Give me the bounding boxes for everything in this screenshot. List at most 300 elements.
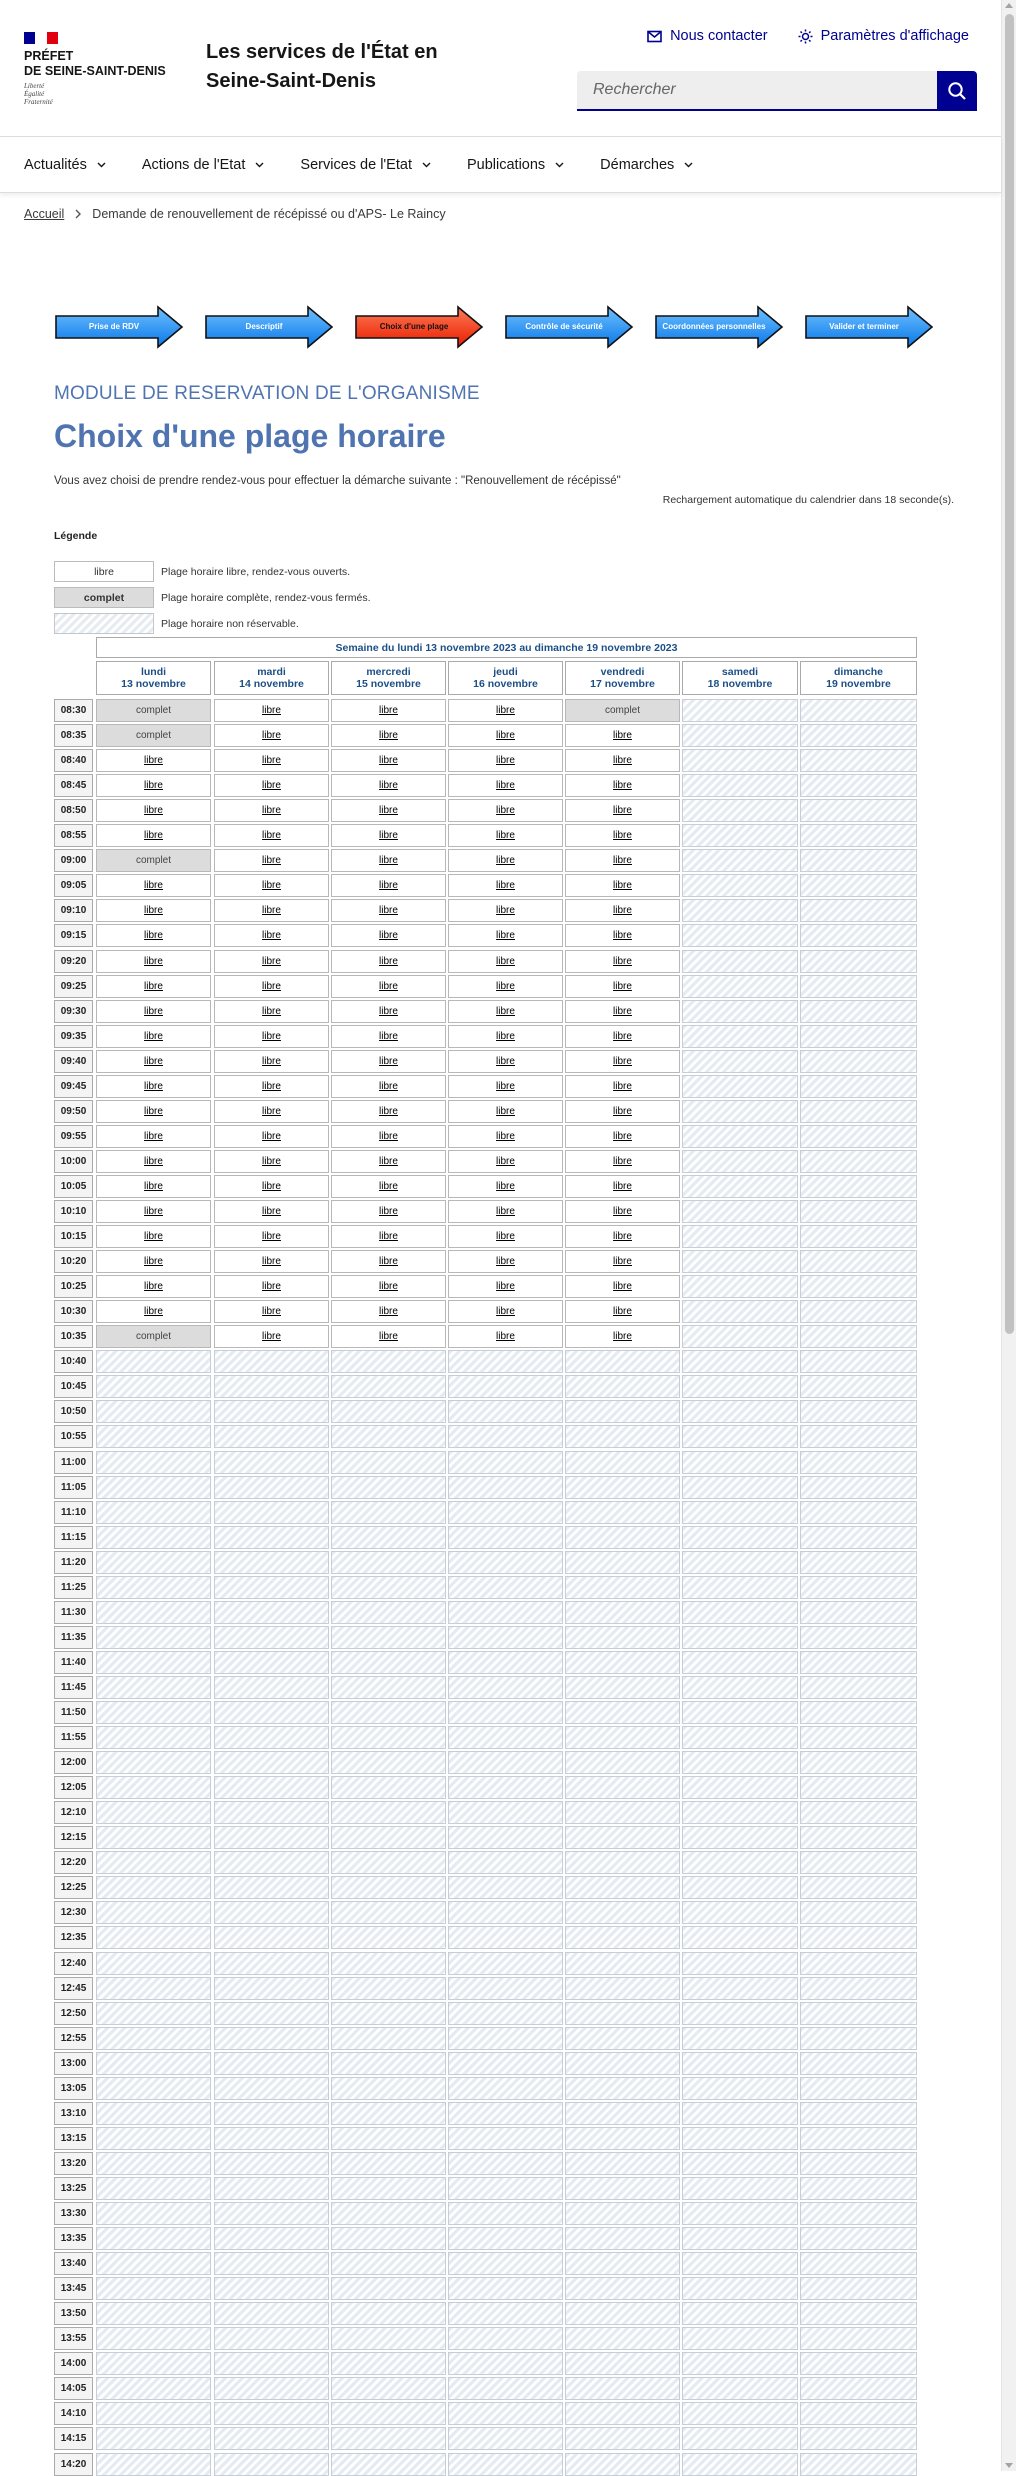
day-date: 14 novembre xyxy=(239,678,304,690)
slot-libre[interactable]: libre xyxy=(214,1200,329,1223)
slot-libre[interactable]: libre xyxy=(448,1325,563,1348)
nav-item-label: Démarches xyxy=(600,157,675,173)
slot-libre[interactable]: libre xyxy=(565,799,680,822)
scroll-up-arrow-icon[interactable] xyxy=(1005,3,1013,8)
nav-item-0[interactable] xyxy=(24,137,106,193)
time-label: 09:55 xyxy=(54,1125,93,1148)
time-label: 09:30 xyxy=(54,1000,93,1023)
slot-non-reservable xyxy=(682,1425,798,1448)
day-name: mardi xyxy=(257,666,286,678)
slot-non-reservable xyxy=(448,1651,563,1674)
slot-non-reservable xyxy=(800,1200,917,1223)
slot-libre[interactable]: libre xyxy=(565,1075,680,1098)
slot-non-reservable xyxy=(682,2453,798,2476)
slot-non-reservable xyxy=(800,2427,917,2450)
time-label: 12:50 xyxy=(54,2002,93,2025)
time-label: 08:35 xyxy=(54,724,93,747)
slot-libre[interactable]: libre xyxy=(448,1075,563,1098)
slot-libre[interactable]: libre xyxy=(96,1175,211,1198)
slot-non-reservable xyxy=(214,1901,329,1924)
slot-libre[interactable]: libre xyxy=(565,874,680,897)
slot-non-reservable xyxy=(800,1651,917,1674)
slot-non-reservable xyxy=(565,2052,680,2075)
slot-non-reservable xyxy=(800,1125,917,1148)
slot-libre[interactable]: libre xyxy=(331,824,446,847)
day-name: lundi xyxy=(140,666,167,678)
slot-non-reservable xyxy=(682,1350,798,1373)
breadcrumb xyxy=(24,207,446,221)
legend-title: Légende xyxy=(54,530,98,542)
slot-non-reservable xyxy=(96,1476,211,1499)
slot-libre[interactable]: libre xyxy=(214,1000,329,1023)
step-4 xyxy=(654,305,784,349)
slot-non-reservable xyxy=(565,1676,680,1699)
slot-libre[interactable]: libre xyxy=(96,1150,211,1173)
slot-non-reservable xyxy=(682,1000,798,1023)
legend-non-reservable-desc: Plage horaire non réservable. xyxy=(161,617,299,630)
slot-non-reservable xyxy=(448,1451,563,1474)
slot-libre[interactable]: libre xyxy=(96,975,211,998)
slot-libre[interactable]: libre xyxy=(214,849,329,872)
step-label: Coordonnées personnelles xyxy=(662,322,766,331)
slot-libre[interactable]: libre xyxy=(331,1325,446,1348)
slot-libre[interactable]: libre xyxy=(214,1150,329,1173)
slot-libre[interactable]: libre xyxy=(214,799,329,822)
slot-non-reservable xyxy=(565,1776,680,1799)
time-label: 08:40 xyxy=(54,749,93,772)
slot-libre[interactable]: libre xyxy=(96,1225,211,1248)
slot-libre[interactable]: libre xyxy=(565,1275,680,1298)
slot-libre[interactable]: libre xyxy=(448,1050,563,1073)
slot-libre[interactable]: libre xyxy=(96,1125,211,1148)
slot-libre[interactable]: libre xyxy=(331,774,446,797)
time-label: 11:55 xyxy=(54,1726,93,1749)
slot-libre[interactable]: libre xyxy=(331,849,446,872)
slot-libre[interactable]: libre xyxy=(331,924,446,947)
slot-non-reservable xyxy=(800,924,917,947)
breadcrumb-home-link[interactable]: Accueil xyxy=(24,207,65,221)
slot-libre[interactable]: libre xyxy=(565,950,680,973)
slot-non-reservable xyxy=(96,1776,211,1799)
slot-libre[interactable]: libre xyxy=(214,699,329,722)
slot-non-reservable xyxy=(682,1050,798,1073)
slot-libre[interactable]: libre xyxy=(448,824,563,847)
slot-libre[interactable]: libre xyxy=(565,899,680,922)
slot-non-reservable xyxy=(96,2402,211,2425)
slot-libre[interactable]: libre xyxy=(331,1300,446,1323)
slot-non-reservable xyxy=(96,2052,211,2075)
contact-link[interactable] xyxy=(647,28,768,44)
slot-libre[interactable]: libre xyxy=(214,924,329,947)
slot-libre[interactable]: libre xyxy=(565,1325,680,1348)
display-settings-link[interactable] xyxy=(798,28,969,44)
time-label: 10:00 xyxy=(54,1150,93,1173)
slot-non-reservable xyxy=(800,2252,917,2275)
slot-non-reservable xyxy=(96,2252,211,2275)
slot-non-reservable xyxy=(800,1501,917,1524)
slot-complet: complet xyxy=(96,1325,211,1348)
nav-item-3[interactable] xyxy=(467,137,564,193)
slot-non-reservable xyxy=(800,1425,917,1448)
slot-libre[interactable]: libre xyxy=(96,1000,211,1023)
slot-non-reservable xyxy=(96,2002,211,2025)
slot-libre[interactable]: libre xyxy=(214,774,329,797)
slot-libre[interactable]: libre xyxy=(96,1075,211,1098)
slot-libre[interactable]: libre xyxy=(331,874,446,897)
nav-item-2[interactable] xyxy=(300,137,431,193)
slot-libre[interactable]: libre xyxy=(214,1250,329,1273)
slot-libre[interactable]: libre xyxy=(565,1000,680,1023)
slot-libre[interactable]: libre xyxy=(96,1300,211,1323)
slot-non-reservable xyxy=(214,2202,329,2225)
slot-non-reservable xyxy=(96,1801,211,1824)
slot-non-reservable xyxy=(565,2352,680,2375)
slot-libre[interactable]: libre xyxy=(565,1125,680,1148)
slot-non-reservable xyxy=(800,1826,917,1849)
slot-libre[interactable]: libre xyxy=(565,1100,680,1123)
slot-libre[interactable]: libre xyxy=(214,1175,329,1198)
slot-non-reservable xyxy=(331,1651,446,1674)
prefet-logo[interactable] xyxy=(24,32,184,106)
time-label: 10:10 xyxy=(54,1200,93,1223)
slot-libre[interactable]: libre xyxy=(448,1300,563,1323)
slot-libre[interactable]: libre xyxy=(448,1275,563,1298)
slot-non-reservable xyxy=(682,1400,798,1423)
slot-non-reservable xyxy=(800,2352,917,2375)
time-label: 11:20 xyxy=(54,1551,93,1574)
slot-libre[interactable]: libre xyxy=(448,950,563,973)
slot-non-reservable xyxy=(331,1601,446,1624)
slot-libre[interactable]: libre xyxy=(331,1150,446,1173)
slot-non-reservable xyxy=(448,2327,563,2350)
slot-libre[interactable]: libre xyxy=(565,1250,680,1273)
slot-libre[interactable]: libre xyxy=(565,724,680,747)
time-label: 10:55 xyxy=(54,1425,93,1448)
time-label: 13:25 xyxy=(54,2177,93,2200)
day-name: vendredi xyxy=(600,666,645,678)
slot-libre[interactable]: libre xyxy=(331,1250,446,1273)
time-label: 13:20 xyxy=(54,2152,93,2175)
slot-non-reservable xyxy=(214,1451,329,1474)
time-label: 10:25 xyxy=(54,1275,93,1298)
slot-non-reservable xyxy=(800,899,917,922)
slot-libre[interactable]: libre xyxy=(214,1225,329,1248)
slot-non-reservable xyxy=(331,1851,446,1874)
slot-non-reservable xyxy=(96,1576,211,1599)
slot-libre[interactable]: libre xyxy=(448,724,563,747)
slot-libre[interactable]: libre xyxy=(448,924,563,947)
time-label: 14:20 xyxy=(54,2453,93,2476)
scrollbar-thumb[interactable] xyxy=(1005,14,1014,1334)
slot-non-reservable xyxy=(214,1751,329,1774)
slot-non-reservable xyxy=(331,2352,446,2375)
slot-non-reservable xyxy=(682,975,798,998)
slot-non-reservable xyxy=(800,1576,917,1599)
nav-item-4[interactable] xyxy=(600,137,693,193)
slot-non-reservable xyxy=(448,2002,563,2025)
slot-non-reservable xyxy=(214,2427,329,2450)
slot-non-reservable xyxy=(448,1776,563,1799)
slot-non-reservable xyxy=(448,2453,563,2476)
slot-non-reservable xyxy=(214,2453,329,2476)
slot-non-reservable xyxy=(682,2127,798,2150)
site-title[interactable]: Les services de l'État en Seine-Saint-Denis xyxy=(206,41,438,92)
slot-non-reservable xyxy=(682,1250,798,1273)
slot-libre[interactable]: libre xyxy=(331,975,446,998)
slot-non-reservable xyxy=(214,2027,329,2050)
slot-non-reservable xyxy=(682,1275,798,1298)
slot-libre[interactable]: libre xyxy=(448,975,563,998)
slot-libre[interactable]: libre xyxy=(214,724,329,747)
slot-libre[interactable]: libre xyxy=(331,1225,446,1248)
slot-non-reservable xyxy=(565,1801,680,1824)
nav-item-1[interactable] xyxy=(142,137,265,193)
slot-non-reservable xyxy=(800,1050,917,1073)
slot-non-reservable xyxy=(96,1501,211,1524)
slot-non-reservable xyxy=(682,1977,798,2000)
slot-non-reservable xyxy=(331,2052,446,2075)
time-label: 09:35 xyxy=(54,1025,93,1048)
time-label: 13:00 xyxy=(54,2052,93,2075)
slot-libre[interactable]: libre xyxy=(448,1025,563,1048)
slot-libre[interactable]: libre xyxy=(331,1200,446,1223)
slot-libre[interactable]: libre xyxy=(448,1150,563,1173)
slot-libre[interactable]: libre xyxy=(214,1050,329,1073)
slot-libre[interactable]: libre xyxy=(96,1100,211,1123)
slot-non-reservable xyxy=(448,1526,563,1549)
slot-libre[interactable]: libre xyxy=(565,1150,680,1173)
slot-non-reservable xyxy=(96,1425,211,1448)
time-label: 13:35 xyxy=(54,2227,93,2250)
slot-non-reservable xyxy=(682,1501,798,1524)
slot-non-reservable xyxy=(682,1676,798,1699)
slot-non-reservable xyxy=(96,1626,211,1649)
search-button[interactable] xyxy=(937,71,977,111)
slot-libre[interactable]: libre xyxy=(96,899,211,922)
time-label: 14:05 xyxy=(54,2377,93,2400)
slot-libre[interactable]: libre xyxy=(214,975,329,998)
slot-libre[interactable]: libre xyxy=(565,1025,680,1048)
slot-libre[interactable]: libre xyxy=(448,1250,563,1273)
slot-non-reservable xyxy=(214,1701,329,1724)
slot-non-reservable xyxy=(800,1300,917,1323)
slot-libre[interactable]: libre xyxy=(214,1125,329,1148)
slot-libre[interactable]: libre xyxy=(331,1125,446,1148)
slot-non-reservable xyxy=(214,1776,329,1799)
slot-libre[interactable]: libre xyxy=(214,1075,329,1098)
page-scrollbar[interactable] xyxy=(1001,0,1016,2471)
slot-libre[interactable]: libre xyxy=(331,1075,446,1098)
slot-libre[interactable]: libre xyxy=(331,749,446,772)
slot-libre[interactable]: libre xyxy=(565,975,680,998)
slot-libre[interactable]: libre xyxy=(448,874,563,897)
slot-libre[interactable]: libre xyxy=(331,724,446,747)
slot-non-reservable xyxy=(682,1150,798,1173)
slot-libre[interactable]: libre xyxy=(565,824,680,847)
slot-libre[interactable]: libre xyxy=(214,824,329,847)
slot-libre[interactable]: libre xyxy=(331,1050,446,1073)
slot-non-reservable xyxy=(800,1551,917,1574)
time-label: 11:15 xyxy=(54,1526,93,1549)
search-bar xyxy=(577,71,977,111)
slot-non-reservable xyxy=(214,1726,329,1749)
slot-libre[interactable]: libre xyxy=(96,1050,211,1073)
slot-non-reservable xyxy=(448,2302,563,2325)
slot-libre[interactable]: libre xyxy=(96,774,211,797)
slot-non-reservable xyxy=(565,2027,680,2050)
slot-non-reservable xyxy=(800,2102,917,2125)
slot-libre[interactable]: libre xyxy=(565,1050,680,1073)
time-label: 12:45 xyxy=(54,1977,93,2000)
slot-libre[interactable]: libre xyxy=(448,1200,563,1223)
slot-libre[interactable]: libre xyxy=(214,749,329,772)
slot-libre[interactable]: libre xyxy=(565,1175,680,1198)
slot-libre[interactable]: libre xyxy=(214,1025,329,1048)
time-label: 09:05 xyxy=(54,874,93,897)
slot-libre[interactable]: libre xyxy=(448,1000,563,1023)
slot-non-reservable xyxy=(331,2327,446,2350)
slot-non-reservable xyxy=(682,1601,798,1624)
slot-libre[interactable]: libre xyxy=(565,1225,680,1248)
slot-libre[interactable]: libre xyxy=(214,950,329,973)
slot-non-reservable xyxy=(331,2277,446,2300)
slot-libre[interactable]: libre xyxy=(565,749,680,772)
slot-libre[interactable]: libre xyxy=(448,899,563,922)
slot-non-reservable xyxy=(565,1451,680,1474)
slot-non-reservable xyxy=(214,2227,329,2250)
slot-non-reservable xyxy=(448,1501,563,1524)
slot-non-reservable xyxy=(682,2302,798,2325)
slot-libre[interactable]: libre xyxy=(331,1275,446,1298)
slot-libre[interactable]: libre xyxy=(214,1100,329,1123)
slot-libre[interactable]: libre xyxy=(331,1025,446,1048)
slot-libre[interactable]: libre xyxy=(96,874,211,897)
slot-libre[interactable]: libre xyxy=(214,1325,329,1348)
slot-libre[interactable]: libre xyxy=(565,849,680,872)
slot-non-reservable xyxy=(448,1476,563,1499)
time-label: 12:30 xyxy=(54,1901,93,1924)
slot-libre[interactable]: libre xyxy=(331,1000,446,1023)
slot-libre[interactable]: libre xyxy=(214,899,329,922)
slot-non-reservable xyxy=(331,2102,446,2125)
slot-non-reservable xyxy=(96,2077,211,2100)
slot-libre[interactable]: libre xyxy=(565,774,680,797)
slot-libre[interactable]: libre xyxy=(96,924,211,947)
slot-libre[interactable]: libre xyxy=(331,799,446,822)
slot-non-reservable xyxy=(96,1751,211,1774)
slot-libre[interactable]: libre xyxy=(331,1175,446,1198)
slot-non-reservable xyxy=(682,2327,798,2350)
slot-non-reservable xyxy=(682,1175,798,1198)
step-0 xyxy=(54,305,184,349)
slot-libre[interactable]: libre xyxy=(448,1100,563,1123)
slot-non-reservable xyxy=(800,2127,917,2150)
slot-non-reservable xyxy=(565,2177,680,2200)
slot-non-reservable xyxy=(800,2402,917,2425)
slot-non-reservable xyxy=(565,1926,680,1949)
slot-complet: complet xyxy=(96,849,211,872)
chevron-down-icon xyxy=(684,162,693,168)
time-label: 13:05 xyxy=(54,2077,93,2100)
slot-non-reservable xyxy=(682,2202,798,2225)
slot-non-reservable xyxy=(682,1300,798,1323)
slot-libre[interactable]: libre xyxy=(448,849,563,872)
slot-libre[interactable]: libre xyxy=(448,1175,563,1198)
slot-libre[interactable]: libre xyxy=(96,1250,211,1273)
slot-non-reservable xyxy=(214,2152,329,2175)
slot-libre[interactable]: libre xyxy=(448,1225,563,1248)
slot-non-reservable xyxy=(565,2427,680,2450)
slot-non-reservable xyxy=(800,1175,917,1198)
time-label: 11:45 xyxy=(54,1676,93,1699)
slot-non-reservable xyxy=(682,1375,798,1398)
slot-libre[interactable]: libre xyxy=(331,699,446,722)
slot-libre[interactable]: libre xyxy=(331,1100,446,1123)
slot-libre[interactable]: libre xyxy=(448,799,563,822)
slot-libre[interactable]: libre xyxy=(448,1125,563,1148)
time-label: 09:45 xyxy=(54,1075,93,1098)
slot-non-reservable xyxy=(682,2277,798,2300)
slot-libre[interactable]: libre xyxy=(96,950,211,973)
slot-non-reservable xyxy=(800,1626,917,1649)
slot-non-reservable xyxy=(682,1901,798,1924)
slot-non-reservable xyxy=(214,2252,329,2275)
slot-non-reservable xyxy=(800,2027,917,2050)
slot-libre[interactable]: libre xyxy=(565,1200,680,1223)
slot-libre[interactable]: libre xyxy=(96,1200,211,1223)
booking-steps xyxy=(54,305,934,349)
step-1 xyxy=(204,305,334,349)
slot-libre[interactable]: libre xyxy=(565,924,680,947)
time-label: 12:55 xyxy=(54,2027,93,2050)
day-name: samedi xyxy=(721,666,759,678)
chevron-down-icon xyxy=(97,162,106,168)
slot-non-reservable xyxy=(96,2302,211,2325)
motto-line-1: Liberté xyxy=(24,82,45,90)
slot-non-reservable xyxy=(682,2027,798,2050)
scroll-down-arrow-icon[interactable] xyxy=(1005,2463,1013,2468)
slot-non-reservable xyxy=(96,2277,211,2300)
slot-libre[interactable]: libre xyxy=(448,699,563,722)
slot-libre[interactable]: libre xyxy=(448,749,563,772)
slot-libre[interactable]: libre xyxy=(96,824,211,847)
time-label: 11:05 xyxy=(54,1476,93,1499)
slot-non-reservable xyxy=(331,1400,446,1423)
slot-non-reservable xyxy=(331,1676,446,1699)
slot-non-reservable xyxy=(96,2027,211,2050)
slot-non-reservable xyxy=(565,2377,680,2400)
slot-libre[interactable]: libre xyxy=(331,950,446,973)
time-label: 10:40 xyxy=(54,1350,93,1373)
slot-libre[interactable]: libre xyxy=(214,1300,329,1323)
slot-non-reservable xyxy=(682,2177,798,2200)
slot-libre[interactable]: libre xyxy=(96,749,211,772)
slot-libre[interactable]: libre xyxy=(565,1300,680,1323)
slot-libre[interactable]: libre xyxy=(96,1275,211,1298)
step-label: Contrôle de sécurité xyxy=(525,322,603,331)
day-date: 13 novembre xyxy=(121,678,186,690)
slot-libre[interactable]: libre xyxy=(214,1275,329,1298)
slot-non-reservable xyxy=(331,2453,446,2476)
slot-libre[interactable]: libre xyxy=(214,874,329,897)
slot-libre[interactable]: libre xyxy=(331,899,446,922)
slot-libre[interactable]: libre xyxy=(96,799,211,822)
slot-libre[interactable]: libre xyxy=(448,774,563,797)
prefet-name xyxy=(24,49,184,79)
time-label: 12:15 xyxy=(54,1826,93,1849)
slot-libre[interactable]: libre xyxy=(96,1025,211,1048)
search-input[interactable] xyxy=(577,71,937,111)
